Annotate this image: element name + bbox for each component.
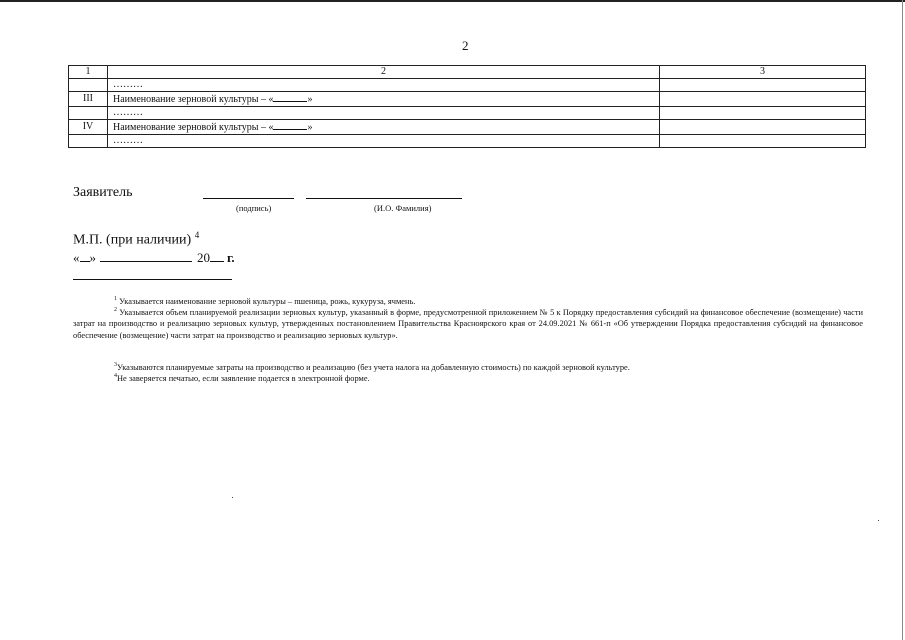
- date-close-quote: »: [89, 250, 96, 265]
- table-row: [69, 120, 866, 135]
- row-text: ………: [108, 135, 660, 148]
- footnote-text: Не заверяется печатью, если заявление подается в электронной форме.: [117, 374, 370, 383]
- table-row: [69, 135, 866, 148]
- row-number: [69, 79, 108, 92]
- footnote-1: [114, 296, 415, 307]
- scan-edge-right: [902, 0, 903, 640]
- date-year-blank[interactable]: [210, 249, 224, 262]
- header-col-2: 2: [108, 66, 660, 79]
- scan-edge-top: [0, 0, 905, 2]
- row-number: IV: [69, 120, 108, 135]
- crop-table: [68, 65, 866, 148]
- date-open-quote: «: [73, 250, 80, 265]
- stamp-label: [73, 230, 199, 249]
- scan-speck: [878, 520, 879, 521]
- stamp-text: М.П. (при наличии): [73, 232, 192, 248]
- footnote-text: Указывается наименование зерновой культуры – пшеница, рожь, кукуруза, ячмень.: [119, 297, 416, 306]
- row-number: III: [69, 92, 108, 107]
- signature-caption: (подпись): [236, 203, 272, 213]
- stamp-footnote-ref: 4: [194, 230, 200, 240]
- name-caption: (И.О. Фамилия): [374, 203, 432, 213]
- date-day-blank[interactable]: [80, 249, 90, 262]
- row-text: [108, 92, 660, 107]
- scan-speck: [232, 497, 233, 498]
- footnote-separator: [73, 279, 232, 280]
- row-value: [660, 107, 866, 120]
- row-text: ………: [108, 79, 660, 92]
- footnote-mark: 1: [114, 296, 117, 303]
- date-line: [73, 249, 235, 266]
- crop-name-prefix: Наименование зерновой культуры – «: [113, 94, 274, 105]
- row-number: [69, 107, 108, 120]
- crop-name-prefix: Наименование зерновой культуры – «: [113, 122, 274, 133]
- name-line[interactable]: [306, 198, 462, 199]
- applicant-label: Заявитель: [73, 185, 133, 200]
- table-row: [69, 107, 866, 120]
- row-text: ………: [108, 107, 660, 120]
- header-col-1: 1: [69, 66, 108, 79]
- date-year-suffix: г.: [227, 250, 235, 265]
- date-year-prefix: 20: [197, 250, 210, 265]
- table-row: [69, 92, 866, 107]
- footnote-2: [73, 307, 863, 341]
- signature-line[interactable]: [203, 198, 294, 199]
- row-value: [660, 92, 866, 107]
- crop-name-blank[interactable]: [273, 92, 307, 102]
- row-text: [108, 120, 660, 135]
- row-value: [660, 120, 866, 135]
- row-number: [69, 135, 108, 148]
- footnote-mark: 2: [114, 307, 117, 314]
- footnote-3: [114, 362, 630, 373]
- crop-name-suffix: »: [307, 122, 313, 133]
- page-number: 2: [462, 38, 469, 53]
- table-header-row: [69, 66, 866, 79]
- footnote-text: Указывается объем планируемой реализации зерновых культур, указанный в форме, предусмотренной приложением № 5 к Порядку предоставления субсидий на финансовое обеспечение (возмещение) части затрат на производство и реализацию зерновых культур, утвержденных постановлением Правительства Красноярского края от 24.09.2021 № 661-п «Об утверждении Порядка предоставления субсидий на финансовое обеспечение (возмещение) части затрат на производство и реализацию зерновых культур».: [73, 308, 863, 340]
- footnote-text: Указываются планируемые затраты на производство и реализацию (без учета налога на добавленную стоимость) по каждой зерновой культуре.: [117, 363, 630, 372]
- date-month-blank[interactable]: [100, 249, 192, 262]
- footnote-4: [114, 373, 370, 384]
- row-value: [660, 79, 866, 92]
- row-value: [660, 135, 866, 148]
- crop-name-blank[interactable]: [273, 120, 307, 130]
- crop-name-suffix: »: [307, 94, 313, 105]
- footnote-mark: 4: [114, 373, 117, 380]
- header-col-3: 3: [660, 66, 866, 79]
- footnote-mark: 3: [114, 362, 117, 369]
- table-row: [69, 79, 866, 92]
